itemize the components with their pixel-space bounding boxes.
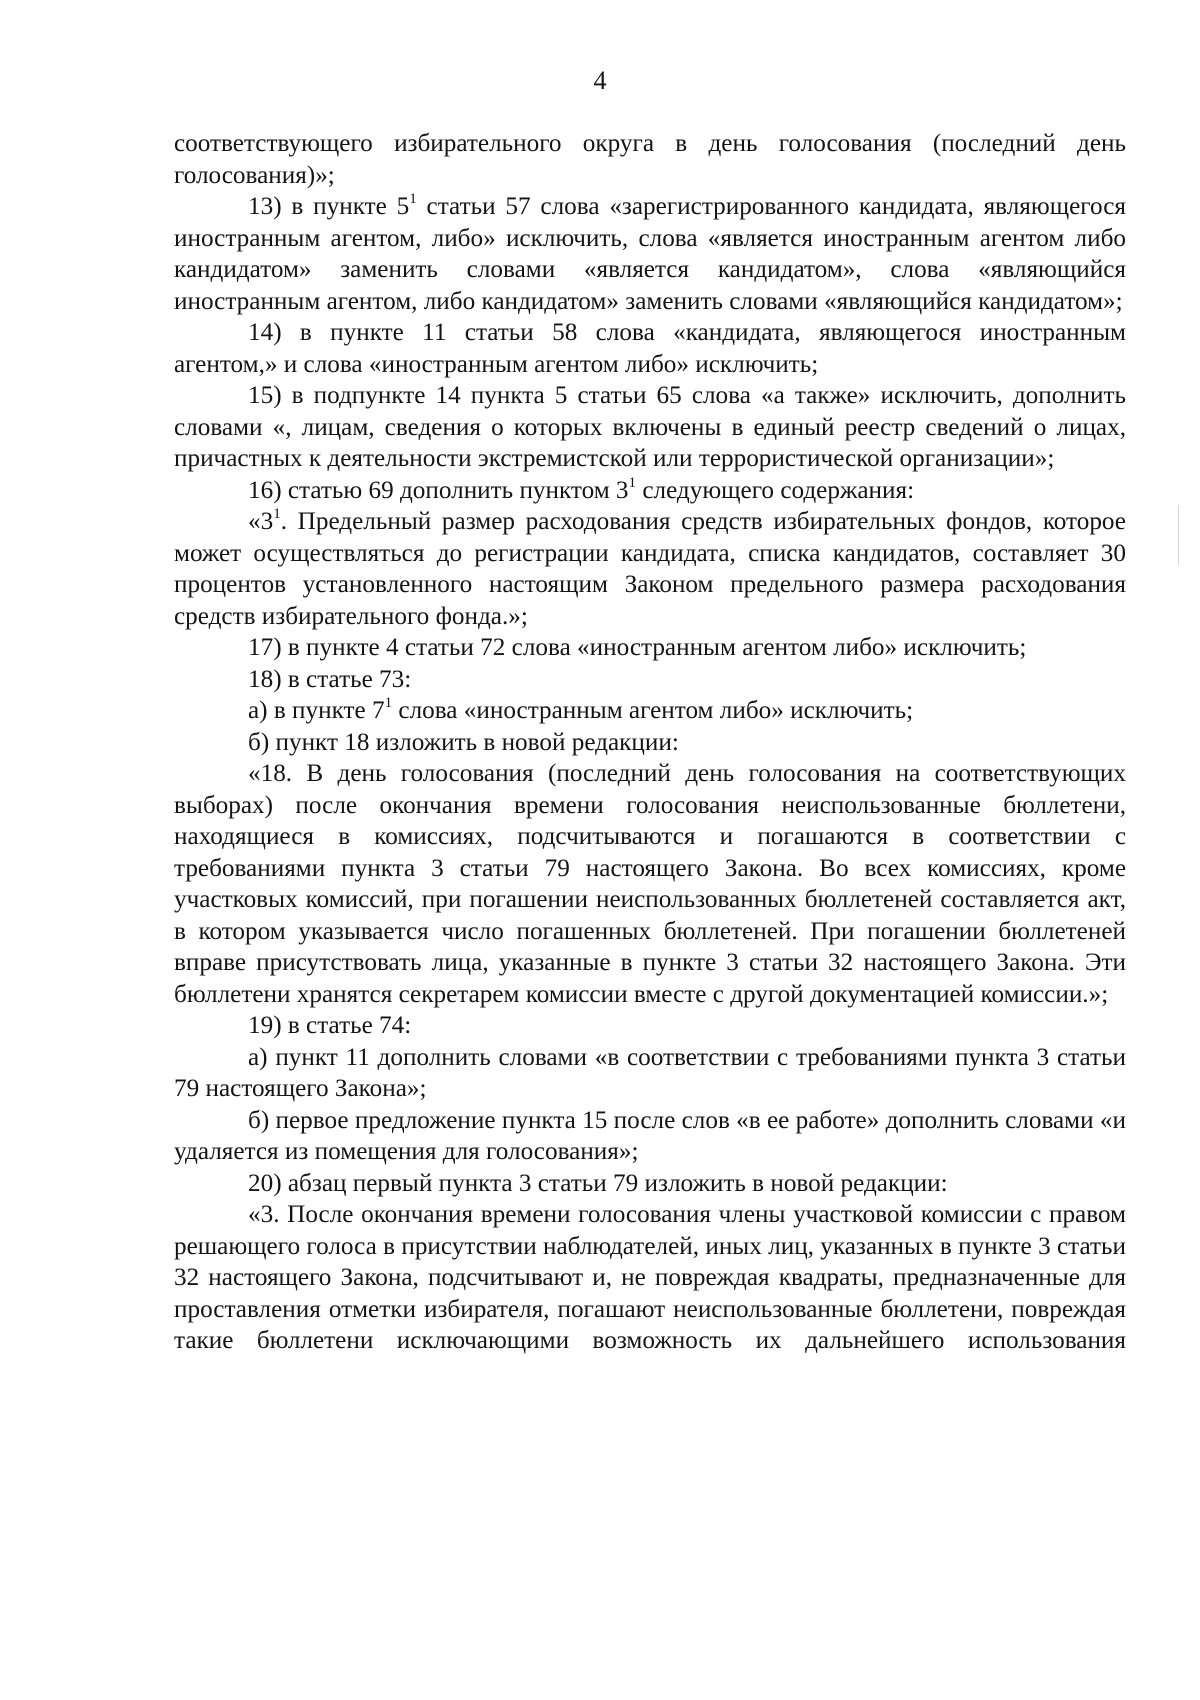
paragraph-text: «3 (248, 508, 274, 535)
paragraph-item-20: 20) абзац первый пункта 3 статьи 79 изложить в новой редакции: (248, 1169, 948, 1197)
paragraph-text: а) в пункте 7 (248, 697, 385, 724)
paragraph-item-18: 18) в статье 73: (248, 665, 412, 693)
superscript: 1 (384, 695, 393, 711)
paragraph-text: статьи 57 слова «зарегистрированного кандидата, являющегося иностранным агентом, либо» исключить, слова «является иностранным агентом либо кандидатом» заменить словами «является кандидатом», слова «являющийся иностранным агентом, либо кандидатом» заменить словами «являющийся кандидатом»; (174, 193, 1126, 315)
paragraph-item-16 (174, 475, 1126, 507)
document-body (174, 128, 1126, 1357)
paragraph-text: . Предельный размер расходования средств избирательных фондов, которое может осуществляться до регистрации кандидата, списка кандидатов, составляет 30 процентов установленного настоящим Законом предельного размера расходования средств избирательного фонда.»; (174, 508, 1126, 630)
paragraph-text: 16) статью 69 дополнить пунктом 3 (248, 476, 629, 504)
paragraph-text: слова «иностранным агентом либо» исключить; (392, 697, 914, 724)
paragraph-item-18-b: б) пункт 18 изложить в новой редакции: (248, 728, 679, 756)
paragraph-item-14: 14) в пункте 11 статьи 58 слова «кандидата, являющегося иностранным агентом,» и слова «иностранным агентом либо» исключить; (174, 319, 1126, 378)
paragraph-item-17: 17) в пункте 4 статьи 72 слова «иностранным агентом либо» исключить; (248, 634, 1027, 661)
paragraph-text: 13) в пункте 5 (248, 193, 410, 220)
paragraph-quote-3-1 (174, 506, 1126, 632)
paragraph-item-19: 19) в статье 74: (248, 1012, 412, 1039)
paragraph-item-15: 15) в подпункте 14 пункта 5 статьи 65 слова «а также» исключить, дополнить словами «, лицам, сведения о которых включены в единый реестр сведений о лицах, причастных к деятельности экстремистской или террористической организации»; (174, 382, 1126, 472)
paragraph-item-19-b: б) первое предложение пункта 15 после слов «в ее работе» дополнить словами «и удаляется из помещения для голосования»; (174, 1106, 1126, 1165)
paragraph-continuation: соответствующего избирательного округа в день голосования (последний день голосования)»; (174, 130, 1126, 189)
paragraph-quote-18: «18. В день голосования (последний день голосования на соответствующих выборах) после окончания времени голосования неиспользованные бюллетени, находящиеся в комиссиях, подсчитываются и погашаются в соответствии с требованиями пункта 3 статьи 79 настоящего Закона. Во всех комиссиях, кроме участковых комиссий, при погашении неиспользованных бюллетеней составляется акт, в котором указывается число погашенных бюллетеней. При погашении бюллетеней вправе присутствовать лица, указанные в пункте 3 статьи 32 настоящего Закона. Эти бюллетени хранятся секретарем комиссии вместе с другой документацией комиссии.»; (174, 760, 1126, 1008)
superscript: 1 (409, 191, 417, 207)
paragraph-item-18-a (174, 695, 1126, 727)
paragraph-item-13 (174, 191, 1126, 317)
paragraph-text: следующего содержания: (636, 476, 915, 504)
superscript: 1 (628, 474, 637, 491)
paragraph-quote-3: «3. После окончания времени голосования члены участковой комиссии с правом решающего голоса в присутствии наблюдателей, иных лиц, указанных в пункте 3 статьи 32 настоящего Закона, подсчитывают и, не повреждая квадраты, предназначенные для проставления отметки избирателя, погашают неиспользованные бюллетени, повреждая такие бюллетени исключающими возможность их дальнейшего использования (174, 1201, 1126, 1354)
scan-edge-mark (1178, 505, 1179, 565)
superscript: 1 (273, 506, 281, 522)
page-number: 4 (593, 66, 607, 95)
paragraph-item-19-a: а) пункт 11 дополнить словами «в соответствии с требованиями пункта 3 статьи 79 настоящего Закона»; (174, 1043, 1126, 1102)
